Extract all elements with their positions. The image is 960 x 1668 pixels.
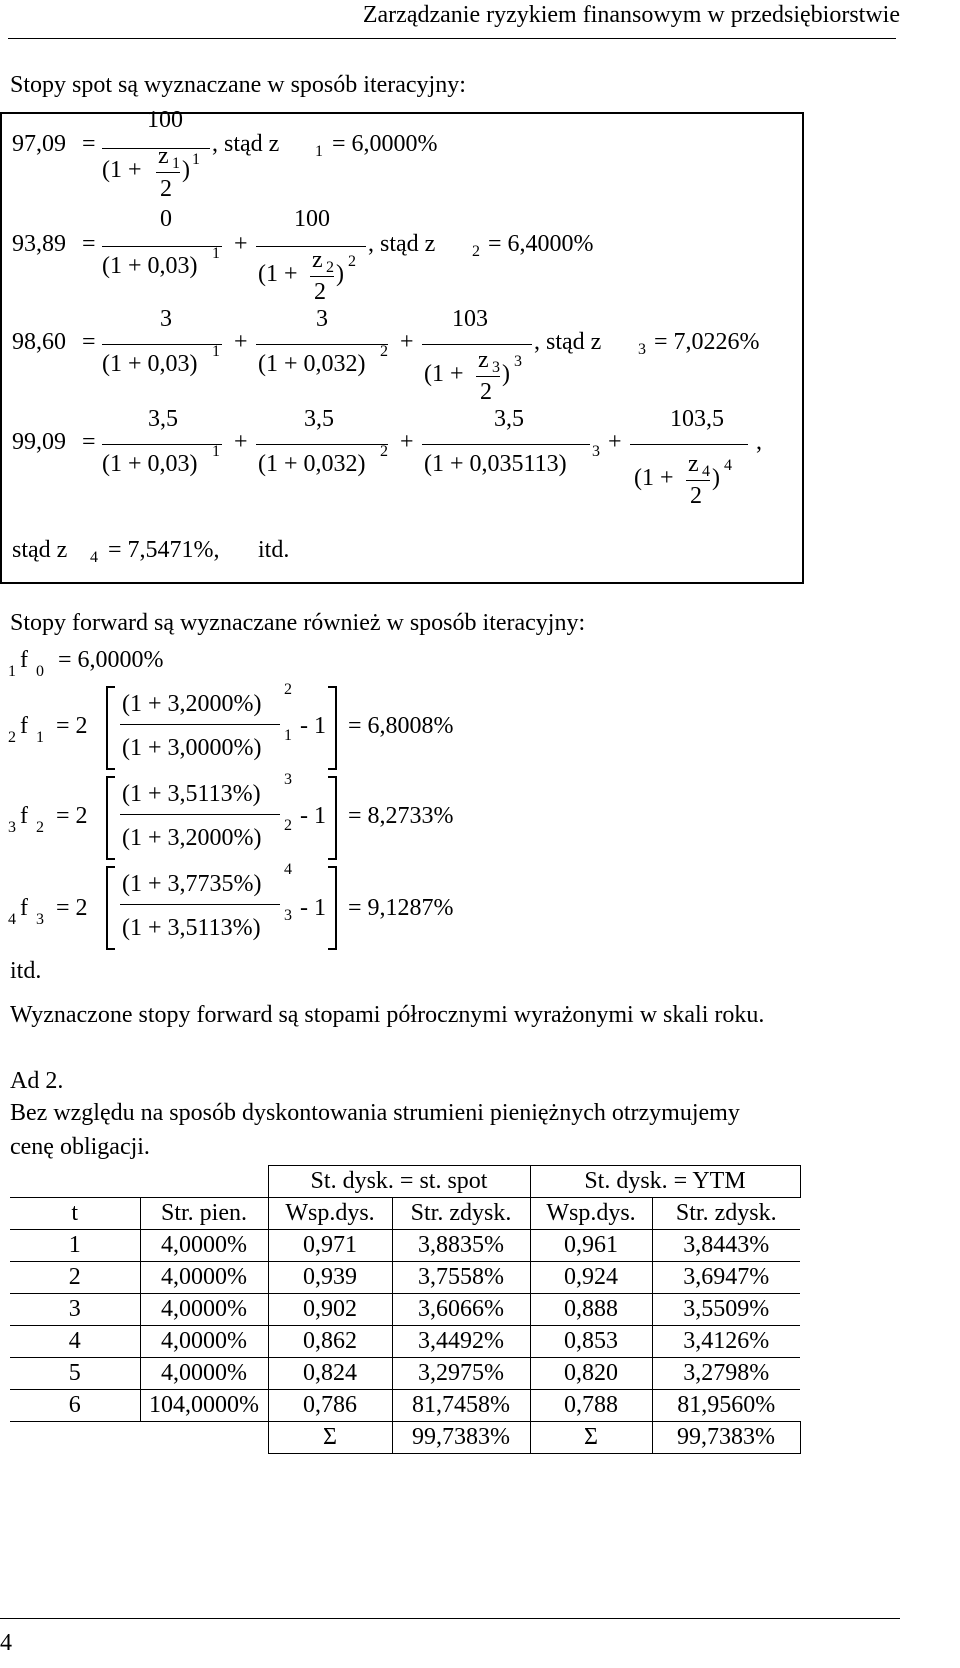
eq3-result-val: = 7,0226% [654,329,760,355]
fwd1-result: = 6,8008% [348,713,454,739]
eq3-plus-1: + [234,329,248,355]
final-staad: stąd z [12,537,68,563]
eq3-den-zsub: 3 [492,359,500,376]
fwd2-sub: 2 [36,819,44,836]
eq2-result-val: = 6,4000% [488,231,594,257]
sum-value-spot: 99,7383% [392,1422,530,1454]
cell-cash-flow: 4,0000% [140,1326,268,1358]
eq4-fraction-bar [630,444,748,445]
sum-value-ytm: 99,7383% [652,1422,800,1454]
fwd1-f: f [20,713,28,739]
fwd2-den: (1 + 3,2000%) [122,825,262,851]
fwd1-den-exp: 1 [284,727,292,744]
fwd2-den-exp: 2 [284,817,292,834]
fwd1-sub: 1 [36,729,44,746]
eq3-numerator: 103 [452,306,488,332]
fwd3-num: (1 + 3,7735%) [122,871,262,897]
col-header-t: t [10,1198,140,1230]
group-header-ytm: St. dysk. = YTM [530,1166,800,1198]
cell-spot-discounted: 81,7458% [392,1390,530,1422]
eq1-fraction-bar [102,148,210,149]
fwd3-result: = 9,1287% [348,895,454,921]
eq4-den-z: z [688,451,699,477]
eq2-den-z: z [312,247,323,273]
eq3-t1-bar [102,344,222,345]
footer-rule [0,1618,900,1619]
fwd2-minus: - 1 [300,803,326,829]
fwd2-fraction-bar [120,814,280,815]
spot-equations-box [0,107,804,584]
fwd2-num: (1 + 3,5113%) [122,781,261,807]
fwd1-right-bracket [328,686,337,770]
fwd3-right-bracket [328,866,337,950]
eq4-den-zsub: 4 [702,463,710,480]
cell-spot-factor: 0,824 [268,1358,392,1390]
cell-ytm-factor: 0,853 [530,1326,652,1358]
eq2-den-zsub: 2 [326,259,334,276]
fwd3-left-bracket [106,866,115,950]
cell-t: 2 [10,1262,140,1294]
cell-ytm-discounted: 3,8443% [652,1230,800,1262]
eq3-t2-exp: 2 [380,343,388,360]
fwd3-den: (1 + 3,5113%) [122,915,261,941]
eq1-result: , stąd z [212,131,280,157]
fwd1-num: (1 + 3,2000%) [122,691,262,717]
final-sub: 4 [90,549,98,566]
cell-cash-flow: 104,0000% [140,1390,268,1422]
f0-pre: 1 [8,663,16,680]
eq3-t1-num: 3 [160,306,172,332]
fwd1-eq: = 2 [56,713,88,739]
eq3-lhs: 98,60 [12,329,66,355]
table-row [10,1262,800,1294]
cell-ytm-discounted: 81,9560% [652,1390,800,1422]
eq4-equals: = [82,429,96,455]
table-row [10,1294,800,1326]
fwd3-eq: = 2 [56,895,88,921]
fwd2-result: = 8,2733% [348,803,454,829]
eq2-t1-bar [102,246,222,247]
forward-itd: itd. [10,958,42,984]
eq2-den-two: 2 [314,279,326,305]
fwd3-minus: - 1 [300,895,326,921]
fwd1-minus: - 1 [300,713,326,739]
fwd2-num-exp: 3 [284,771,292,788]
col-header-spot-discounted: Str. zdysk. [392,1198,530,1230]
eq2-den-exp: 2 [348,253,356,270]
eq3-den-two: 2 [480,379,492,405]
eq1-den-open: (1 + [102,157,142,183]
eq3-t1-den: (1 + 0,03) [102,351,198,377]
fwd2-f: f [20,803,28,829]
eq2-den-open: (1 + [258,261,298,287]
eq3-fraction-bar [422,344,532,345]
eq1-result-val: = 6,0000% [332,131,438,157]
eq4-t1-exp: 1 [212,443,220,460]
cell-cash-flow: 4,0000% [140,1262,268,1294]
table-row [10,1358,800,1390]
fwd3-num-exp: 4 [284,861,292,878]
eq3-t2-num: 3 [316,306,328,332]
eq1-numerator: 100 [147,107,183,133]
eq4-t2-exp: 2 [380,443,388,460]
spot-equations [2,107,802,582]
eq3-den-exp: 3 [514,353,522,370]
eq1-den-zsub: 1 [172,155,180,172]
table-row [10,1390,800,1422]
eq3-result: , stąd z [534,329,602,355]
fwd3-pre: 4 [8,911,16,928]
eq2-lhs: 93,89 [12,231,66,257]
eq4-t1-num: 3,5 [148,406,178,432]
spot-intro: Stopy spot są wyznaczane w sposób iteracyjny: [10,72,466,98]
running-header: Zarządzanie ryzykiem finansowym w przedsiębiorstwie [362,2,900,28]
eq3-equals: = [82,329,96,355]
eq3-den-open: (1 + [424,361,464,387]
f0-val: = 6,0000% [58,647,164,673]
eq2-den-close: ) [336,261,344,287]
eq4-den-exp: 4 [724,457,732,474]
eq1-den-exp: 1 [192,151,200,168]
cell-spot-discounted: 3,6066% [392,1294,530,1326]
col-header-ytm-discounted: Str. zdysk. [652,1198,800,1230]
eq4-t3-bar [422,444,590,445]
cell-spot-factor: 0,786 [268,1390,392,1422]
cell-cash-flow: 4,0000% [140,1294,268,1326]
eq4-t1-den: (1 + 0,03) [102,451,198,477]
eq4-inner-bar [686,480,710,481]
eq2-inner-bar [310,276,334,277]
eq4-den-two: 2 [690,483,702,509]
f0-f: f [20,647,28,673]
eq4-den-close: ) [712,465,720,491]
eq1-den-two: 2 [160,176,172,202]
eq4-numerator: 103,5 [670,406,724,432]
eq1-lhs: 97,09 [12,131,66,157]
final-val: = 7,5471%, [108,537,220,563]
cell-ytm-factor: 0,961 [530,1230,652,1262]
cell-spot-factor: 0,971 [268,1230,392,1262]
fwd2-pre: 3 [8,819,16,836]
fwd2-eq: = 2 [56,803,88,829]
col-header-cash-flow: Str. pien. [140,1198,268,1230]
eq3-t2-den: (1 + 0,032) [258,351,366,377]
eq3-den-close: ) [502,361,510,387]
eq1-equals: = [82,131,96,157]
cell-t: 6 [10,1390,140,1422]
cell-t: 3 [10,1294,140,1326]
eq2-plus: + [234,231,248,257]
fwd3-fraction-bar [120,904,280,905]
fwd2-right-bracket [328,776,337,860]
eq4-t3-den: (1 + 0,035113) [424,451,567,477]
eq2-numerator: 100 [294,206,330,232]
eq4-plus-1: + [234,429,248,455]
header-rule [8,38,896,39]
eq3-result-sub: 3 [638,341,646,358]
table-row [10,1326,800,1358]
eq3-inner-bar [476,376,500,377]
eq4-t2-bar [256,444,388,445]
eq1-den-close: ) [182,157,190,183]
cell-spot-discounted: 3,7558% [392,1262,530,1294]
cell-ytm-discounted: 3,6947% [652,1262,800,1294]
cell-ytm-factor: 0,888 [530,1294,652,1326]
sum-symbol-ytm: Σ [530,1422,652,1454]
cell-spot-factor: 0,862 [268,1326,392,1358]
eq4-plus-3: + [608,429,622,455]
cell-spot-discounted: 3,4492% [392,1326,530,1358]
eq4-t2-num: 3,5 [304,406,334,432]
eq2-equals: = [82,231,96,257]
fwd2-left-bracket [106,776,115,860]
eq2-t1-den: (1 + 0,03) [102,253,198,279]
forward-note: Wyznaczone stopy forward są stopami półrocznymi wyrażonymi w skali roku. [10,1002,765,1028]
cell-ytm-discounted: 3,5509% [652,1294,800,1326]
final-itd: itd. [258,537,290,563]
cell-ytm-discounted: 3,4126% [652,1326,800,1358]
fwd1-fraction-bar [120,724,280,725]
eq4-lhs: 99,09 [12,429,66,455]
page-number: 4 [0,1630,12,1656]
ad2-heading: Ad 2. [10,1068,64,1094]
eq4-plus-2: + [400,429,414,455]
fwd1-left-bracket [106,686,115,770]
forward-intro: Stopy forward są wyznaczane również w sposób iteracyjny: [10,610,586,636]
cell-cash-flow: 4,0000% [140,1358,268,1390]
eq2-result-sub: 2 [472,243,480,260]
eq1-result-sub: 1 [315,143,323,160]
col-header-ytm-factor: Wsp.dys. [530,1198,652,1230]
bond-price-table [10,1165,801,1454]
cell-ytm-factor: 0,788 [530,1390,652,1422]
eq4-comma: , [756,429,762,455]
eq3-den-z: z [478,347,489,373]
cell-ytm-discounted: 3,2798% [652,1358,800,1390]
fwd1-num-exp: 2 [284,681,292,698]
f0-sub: 0 [36,663,44,680]
eq4-t1-bar [102,444,222,445]
cell-spot-discounted: 3,2975% [392,1358,530,1390]
ad2-text-line1: Bez względu na sposób dyskontowania strumieni pieniężnych otrzymujemy [10,1100,740,1126]
table-header-row [10,1198,800,1230]
cell-spot-discounted: 3,8835% [392,1230,530,1262]
cell-ytm-factor: 0,924 [530,1262,652,1294]
eq1-den-z: z [158,143,169,169]
cell-ytm-factor: 0,820 [530,1358,652,1390]
cell-spot-factor: 0,939 [268,1262,392,1294]
cell-spot-factor: 0,902 [268,1294,392,1326]
fwd3-sub: 3 [36,911,44,928]
table-sum-row [10,1422,800,1454]
eq3-plus-2: + [400,329,414,355]
fwd3-den-exp: 3 [284,907,292,924]
fwd1-pre: 2 [8,729,16,746]
cell-t: 5 [10,1358,140,1390]
cell-t: 1 [10,1230,140,1262]
col-header-spot-factor: Wsp.dys. [268,1198,392,1230]
eq1-inner-bar [156,172,180,173]
eq2-fraction-bar [256,246,366,247]
eq4-t3-exp: 3 [592,443,600,460]
eq2-result: , stąd z [368,231,436,257]
eq3-t1-exp: 1 [212,343,220,360]
cell-t: 4 [10,1326,140,1358]
fwd3-f: f [20,895,28,921]
eq3-t2-bar [256,344,388,345]
eq4-den-open: (1 + [634,465,674,491]
eq2-t1-exp: 1 [212,245,220,262]
table-group-header-row [10,1166,800,1198]
sum-symbol-spot: Σ [268,1422,392,1454]
eq2-t1-num: 0 [160,206,172,232]
eq4-t2-den: (1 + 0,032) [258,451,366,477]
table-row [10,1230,800,1262]
eq4-t3-num: 3,5 [494,406,524,432]
group-header-spot: St. dysk. = st. spot [268,1166,530,1198]
fwd1-den: (1 + 3,0000%) [122,735,262,761]
ad2-text-line2: cenę obligacji. [10,1134,150,1160]
cell-cash-flow: 4,0000% [140,1230,268,1262]
